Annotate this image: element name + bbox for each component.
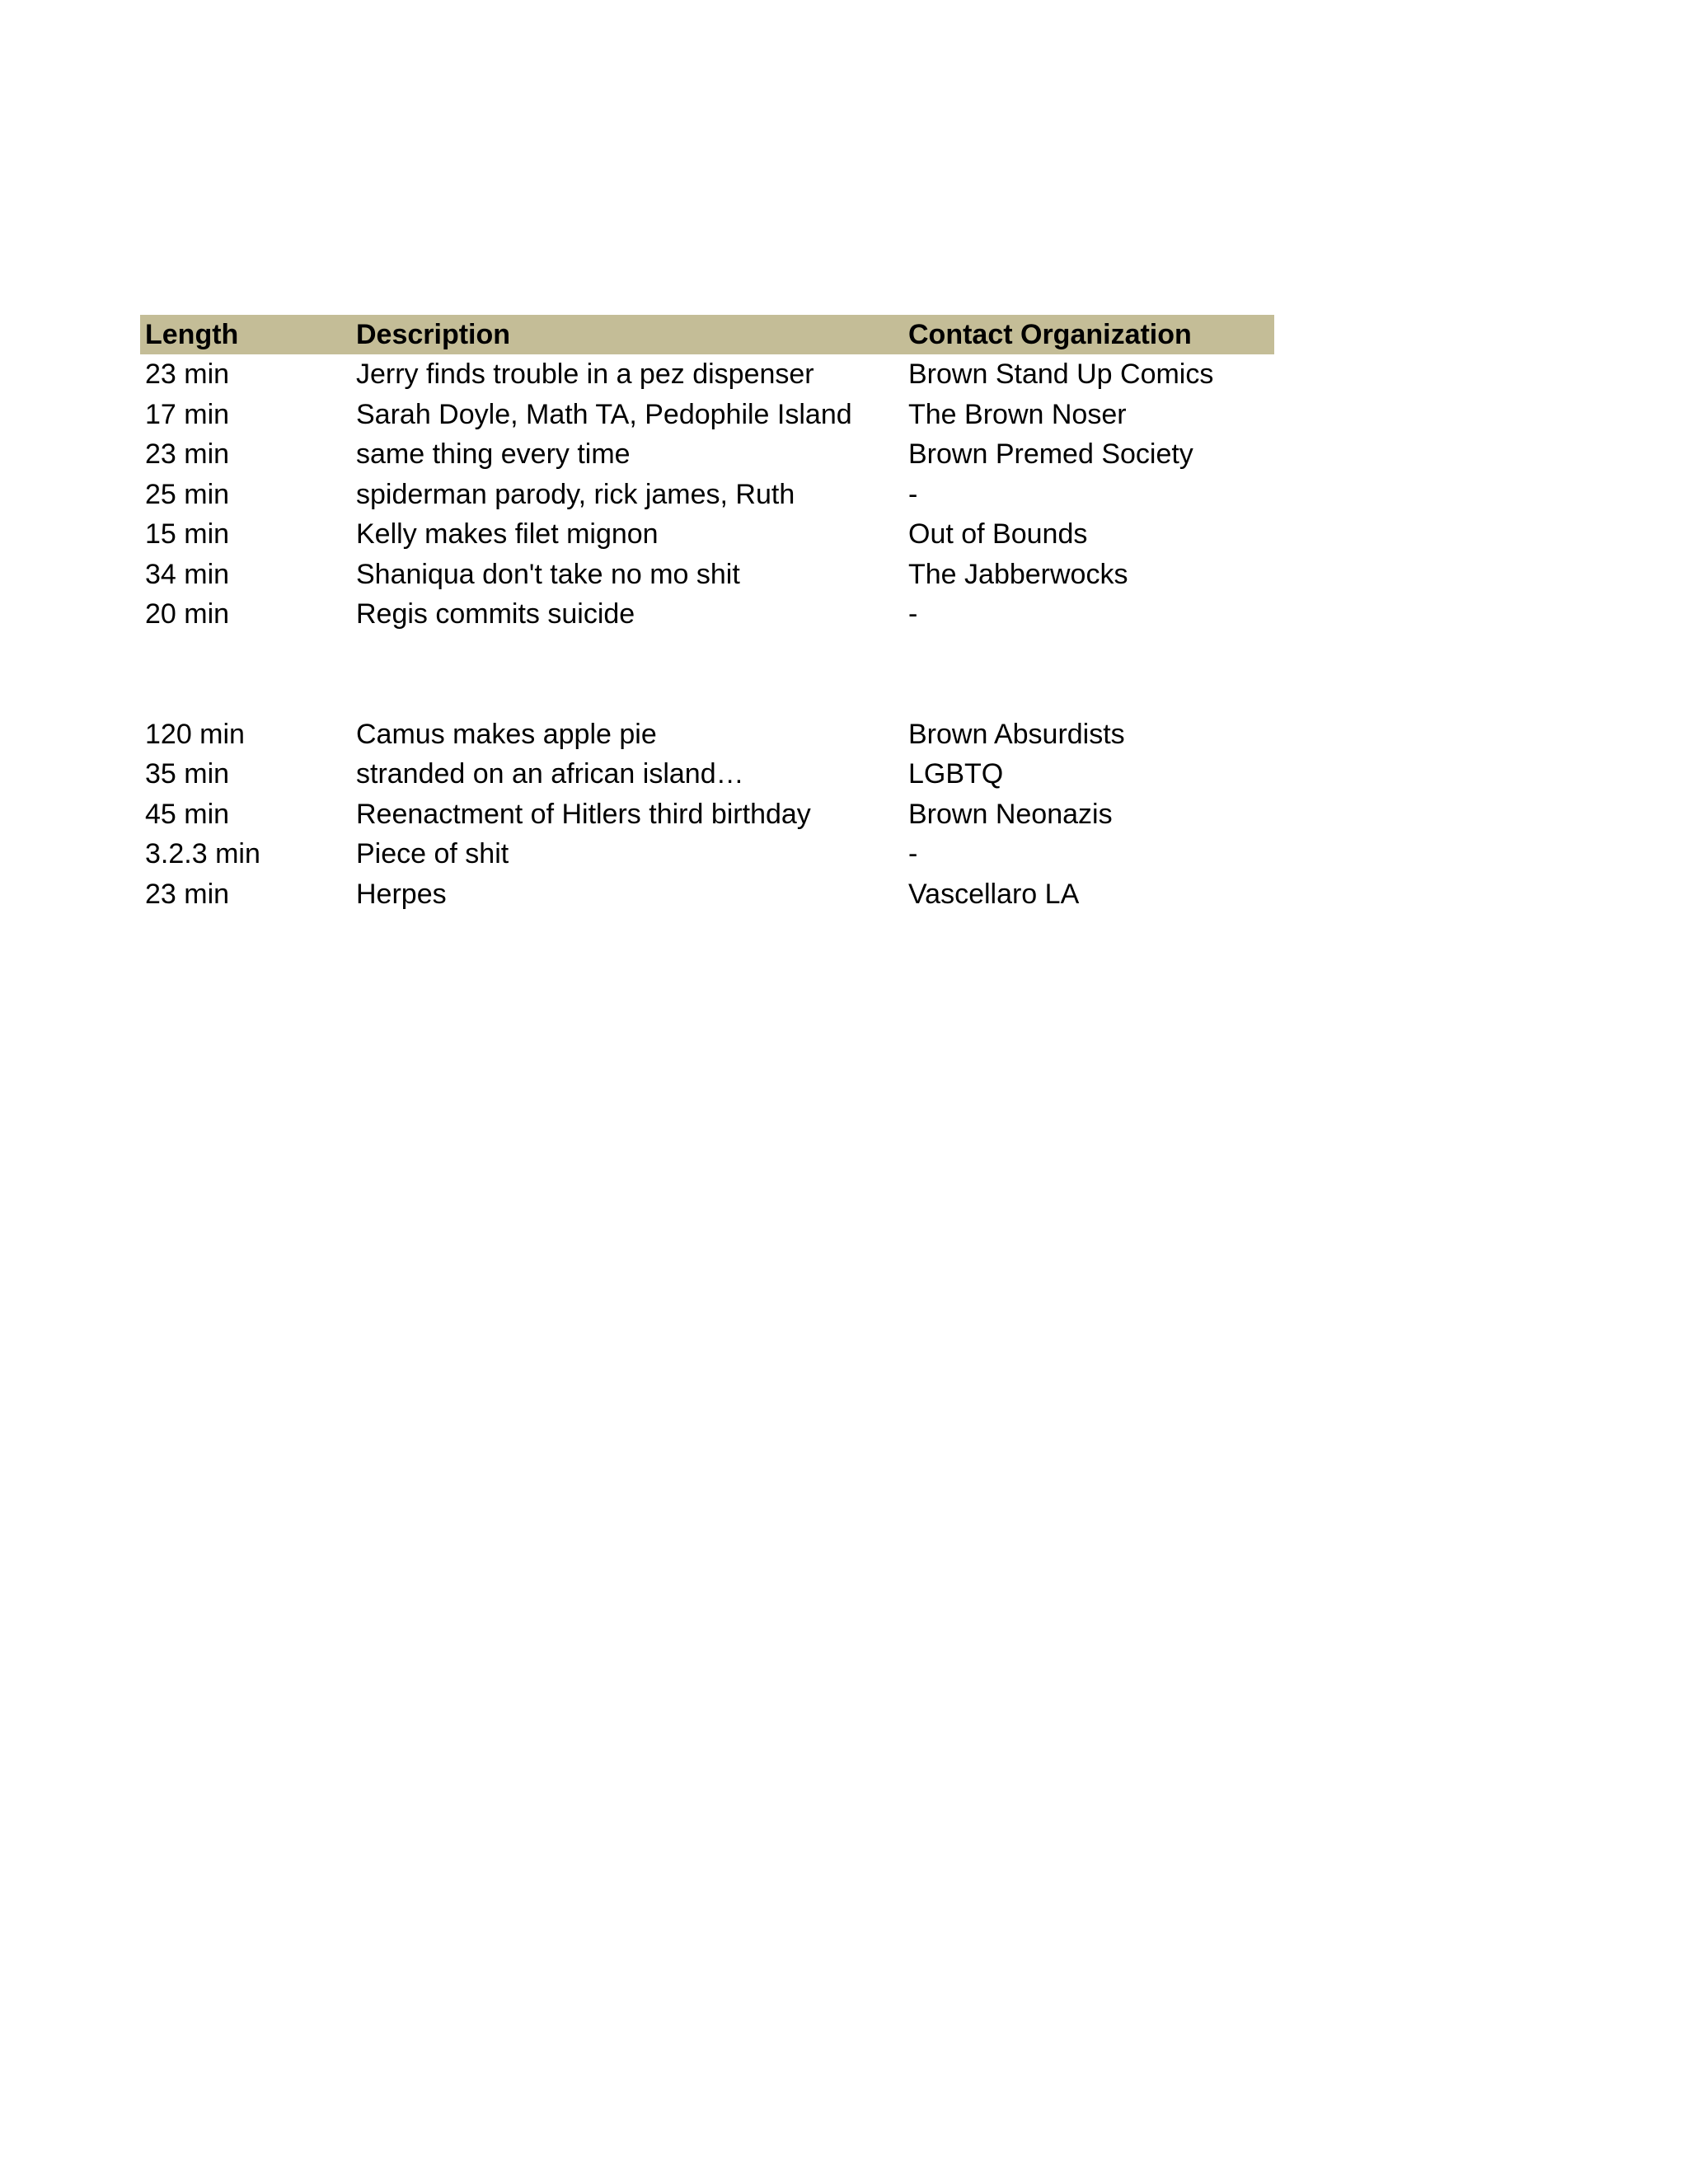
cell-length: 15 min: [145, 518, 230, 551]
table-row: [140, 715, 1274, 755]
table-row: [140, 834, 1274, 874]
header-contact-organization: Contact Organization: [908, 319, 1192, 350]
cell-contact: LGBTQ: [908, 758, 1004, 790]
cell-contact: Vascellaro LA: [908, 878, 1080, 910]
cell-contact: -: [908, 598, 918, 630]
table-row: [140, 434, 1274, 475]
cell-length: 17 min: [145, 398, 230, 430]
cell-description: stranded on an african island…: [356, 758, 744, 790]
cell-description: Shaniqua don't take no mo shit: [356, 558, 740, 590]
table-row: [140, 754, 1274, 794]
cell-length: 23 min: [145, 359, 230, 391]
cell-length: 20 min: [145, 598, 230, 630]
table-group-2: [140, 715, 1274, 915]
spreadsheet-table: [140, 315, 1274, 914]
table-row: [140, 354, 1274, 395]
cell-length: 25 min: [145, 478, 230, 510]
header-length: Length: [145, 319, 239, 350]
table-row: [140, 475, 1274, 515]
cell-description: Kelly makes filet mignon: [356, 518, 659, 551]
cell-contact: Out of Bounds: [908, 518, 1088, 551]
table-row: [140, 555, 1274, 595]
table-row: [140, 874, 1274, 915]
cell-length: 35 min: [145, 758, 230, 790]
cell-length: 120 min: [145, 718, 245, 750]
cell-description: Herpes: [356, 878, 447, 910]
cell-contact: -: [908, 478, 918, 510]
cell-length: 34 min: [145, 558, 230, 590]
table-header-row: [140, 315, 1274, 354]
header-description: Description: [356, 319, 511, 350]
cell-length: 23 min: [145, 438, 230, 471]
cell-length: 45 min: [145, 798, 230, 830]
cell-description: Piece of shit: [356, 838, 509, 870]
cell-description: Reenactment of Hitlers third birthday: [356, 798, 811, 830]
table-group-1: [140, 354, 1274, 635]
cell-contact: The Jabberwocks: [908, 558, 1128, 590]
cell-description: Sarah Doyle, Math TA, Pedophile Island: [356, 398, 852, 430]
cell-contact: -: [908, 838, 918, 870]
cell-description: same thing every time: [356, 438, 631, 471]
table-row: [140, 594, 1274, 635]
cell-length: 23 min: [145, 878, 230, 910]
table-spacer: [140, 635, 1274, 715]
cell-length: 3.2.3 min: [145, 838, 260, 870]
table-row: [140, 794, 1274, 835]
cell-description: spiderman parody, rick james, Ruth: [356, 478, 795, 510]
cell-contact: Brown Stand Up Comics: [908, 359, 1214, 391]
table-row: [140, 514, 1274, 555]
cell-contact: Brown Absurdists: [908, 718, 1125, 750]
cell-description: Regis commits suicide: [356, 598, 635, 630]
cell-description: Camus makes apple pie: [356, 718, 657, 750]
cell-contact: The Brown Noser: [908, 398, 1127, 430]
cell-description: Jerry finds trouble in a pez dispenser: [356, 359, 814, 391]
table-row: [140, 395, 1274, 435]
cell-contact: Brown Neonazis: [908, 798, 1113, 830]
cell-contact: Brown Premed Society: [908, 438, 1193, 471]
